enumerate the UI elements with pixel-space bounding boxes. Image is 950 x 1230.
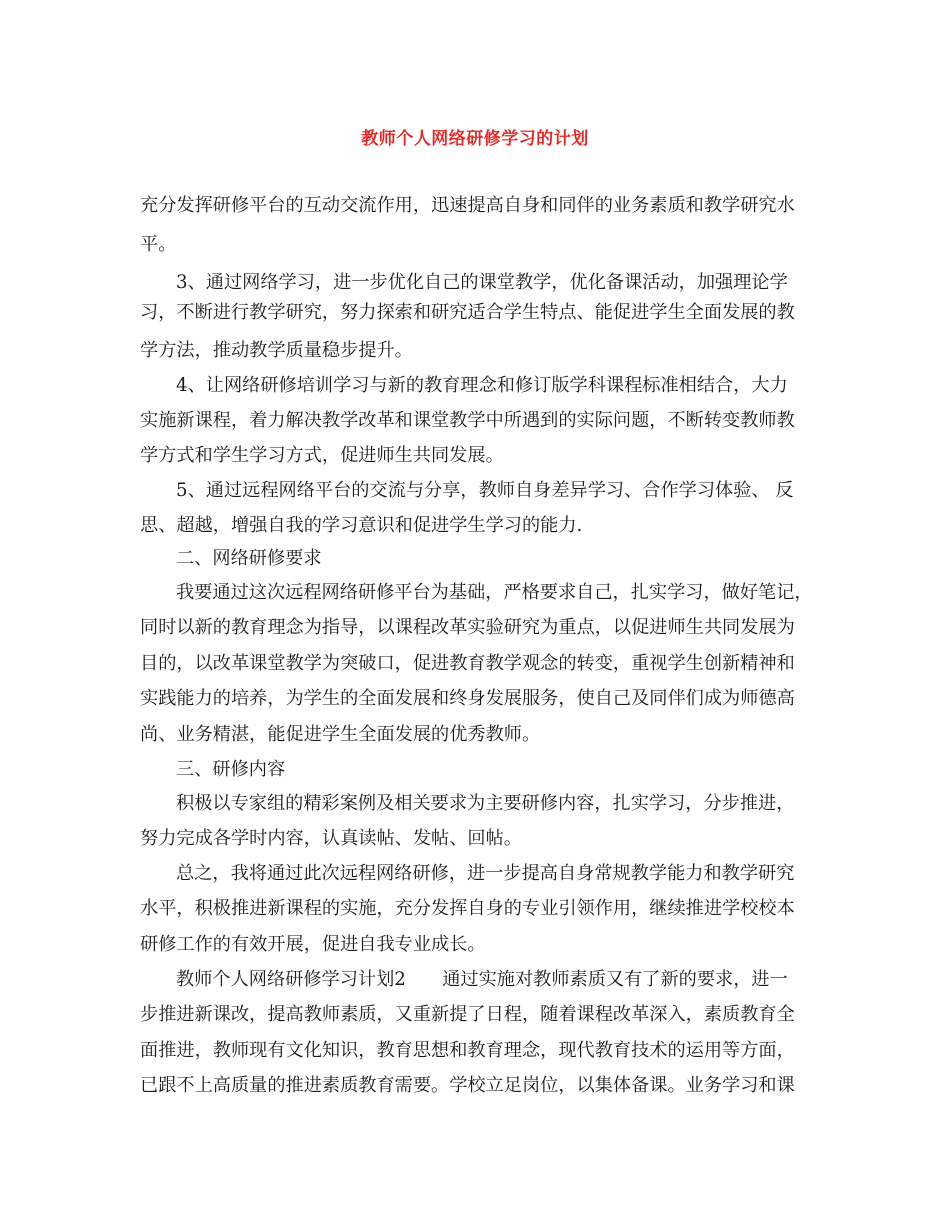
text-line: 3、通过网络学习，进一步优化自己的课堂教学，优化备课活动，加强理论学 [176,272,788,293]
text-line: 实施新课程，着力解决教学改革和课堂教学中所遇到的实际问题，不断转变教师教 [140,410,795,431]
text-line: 同时以新的教育理念为指导，以课程改革实验研究为重点，以促进师生共同发展为 [140,617,795,638]
section-heading: 二、网络研修要求 [176,548,322,569]
text-line: 步推进新课改，提高教师素质，又重新提了日程，随着课程改革深入，素质教育全 [140,1004,795,1025]
text-line: 尚、业务精湛，能促进学生全面发展的优秀教师。 [140,724,541,745]
text-line: 研修工作的有效开展，促进自我专业成长。 [140,934,486,955]
text-line: 充分发挥研修平台的互动交流作用，迅速提高自身和同伴的业务素质和教学研究水 [140,195,795,216]
text-line: 教师个人网络研修学习计划2 通过实施对教师素质又有了新的要求，进一 [176,969,788,990]
text-line: 5、通过远程网络平台的交流与分享，教师自身差异学习、合作学习体验、 反 [176,480,794,501]
text-line: 学方法，推动教学质量稳步提升。 [140,340,413,361]
text-line: 思、超越，增强自我的学习意识和促进学生学习的能力. [140,515,583,536]
text-line: 我要通过这次远程网络研修平台为基础，严格要求自己，扎实学习，做好笔记， [176,582,813,603]
text-line: 面推进，教师现有文化知识，教育思想和教育理念，现代教育技术的运用等方面， [140,1040,795,1061]
text-line: 实践能力的培养，为学生的全面发展和终身发展服务，使自己及同伴们成为师德高 [140,688,795,709]
text-line: 已跟不上高质量的推进素质教育需要。学校立足岗位，以集体备课。业务学习和课 [140,1075,795,1096]
text-line: 积极以专家组的精彩案例及相关要求为主要研修内容，扎实学习，分步推进， [176,793,795,814]
section-heading: 三、研修内容 [176,759,286,780]
text-line: 习，不断进行教学研究，努力探索和研究适合学生特点、能促进学生全面发展的教 [140,302,795,323]
text-line: 4、让网络研修培训学习与新的教育理念和修订版学科课程标准相结合，大力 [176,375,788,396]
document-title: 教师个人网络研修学习的计划 [361,129,589,149]
text-line: 目的，以改革课堂教学为突破口，促进教育教学观念的转变，重视学生创新精神和 [140,653,795,674]
text-line: 努力完成各学时内容，认真读帖、发帖、回帖。 [140,828,522,849]
text-line: 水平，积极推进新课程的实施，充分发挥自身的专业引领作用，继续推进学校校本 [140,898,795,919]
text-line: 总之，我将通过此次远程网络研修，进一步提高自身常规教学能力和教学研究 [176,863,795,884]
text-line: 学方式和学生学习方式，促进师生共同发展。 [140,445,504,466]
text-line: 平。 [140,234,177,255]
